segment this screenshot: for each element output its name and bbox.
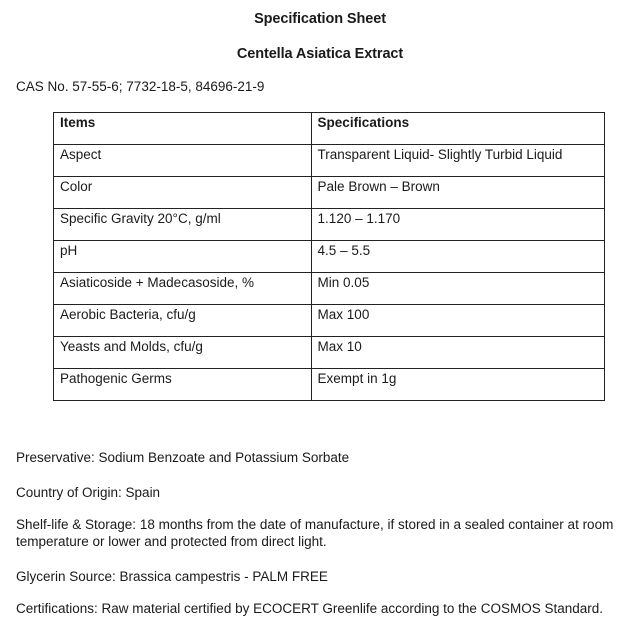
certifications-note: Certifications: Raw material certified by ECOCERT Greenlife according to the COSMOS Standard.	[16, 601, 603, 616]
preservative-note: Preservative: Sodium Benzoate and Potassium Sorbate	[16, 450, 350, 465]
table-row	[54, 177, 605, 209]
spec-cell: Exempt in 1g	[311, 369, 604, 401]
spec-cell: Transparent Liquid- Slightly Turbid Liquid	[311, 145, 604, 177]
item-cell: Aerobic Bacteria, cfu/g	[54, 305, 312, 337]
table-row	[54, 337, 605, 369]
country-of-origin-note: Country of Origin: Spain	[16, 485, 161, 500]
header-items: Items	[54, 113, 312, 145]
shelf-life-note: Shelf-life & Storage: 18 months from the date of manufacture, if stored in a sealed container at room temperature or lower and protected from direct light.	[16, 517, 614, 549]
header-specifications: Specifications	[311, 113, 604, 145]
item-cell: Asiaticoside + Madecasoside, %	[54, 273, 312, 305]
item-cell: pH	[54, 241, 312, 273]
spec-cell: Max 100	[311, 305, 604, 337]
cas-number: CAS No. 57-55-6; 7732-18-5, 84696-21-9	[16, 79, 265, 94]
table-row	[54, 273, 605, 305]
spec-cell: 4.5 – 5.5	[311, 241, 604, 273]
item-cell: Yeasts and Molds, cfu/g	[54, 337, 312, 369]
table-row	[54, 305, 605, 337]
table-header-row	[54, 113, 605, 145]
document-subtitle: Centella Asiatica Extract	[236, 46, 404, 62]
specification-table	[53, 112, 605, 401]
table-row	[54, 209, 605, 241]
item-cell: Pathogenic Germs	[54, 369, 312, 401]
spec-cell: 1.120 – 1.170	[311, 209, 604, 241]
spec-cell: Min 0.05	[311, 273, 604, 305]
spec-cell: Max 10	[311, 337, 604, 369]
glycerin-source-note: Glycerin Source: Brassica campestris - PALM FREE	[16, 569, 328, 584]
spec-cell: Pale Brown – Brown	[311, 177, 604, 209]
item-cell: Color	[54, 177, 312, 209]
item-cell: Aspect	[54, 145, 312, 177]
table-row	[54, 369, 605, 401]
document-title: Specification Sheet	[254, 11, 386, 27]
table-row	[54, 145, 605, 177]
item-cell: Specific Gravity 20°C, g/ml	[54, 209, 312, 241]
table-row	[54, 241, 605, 273]
